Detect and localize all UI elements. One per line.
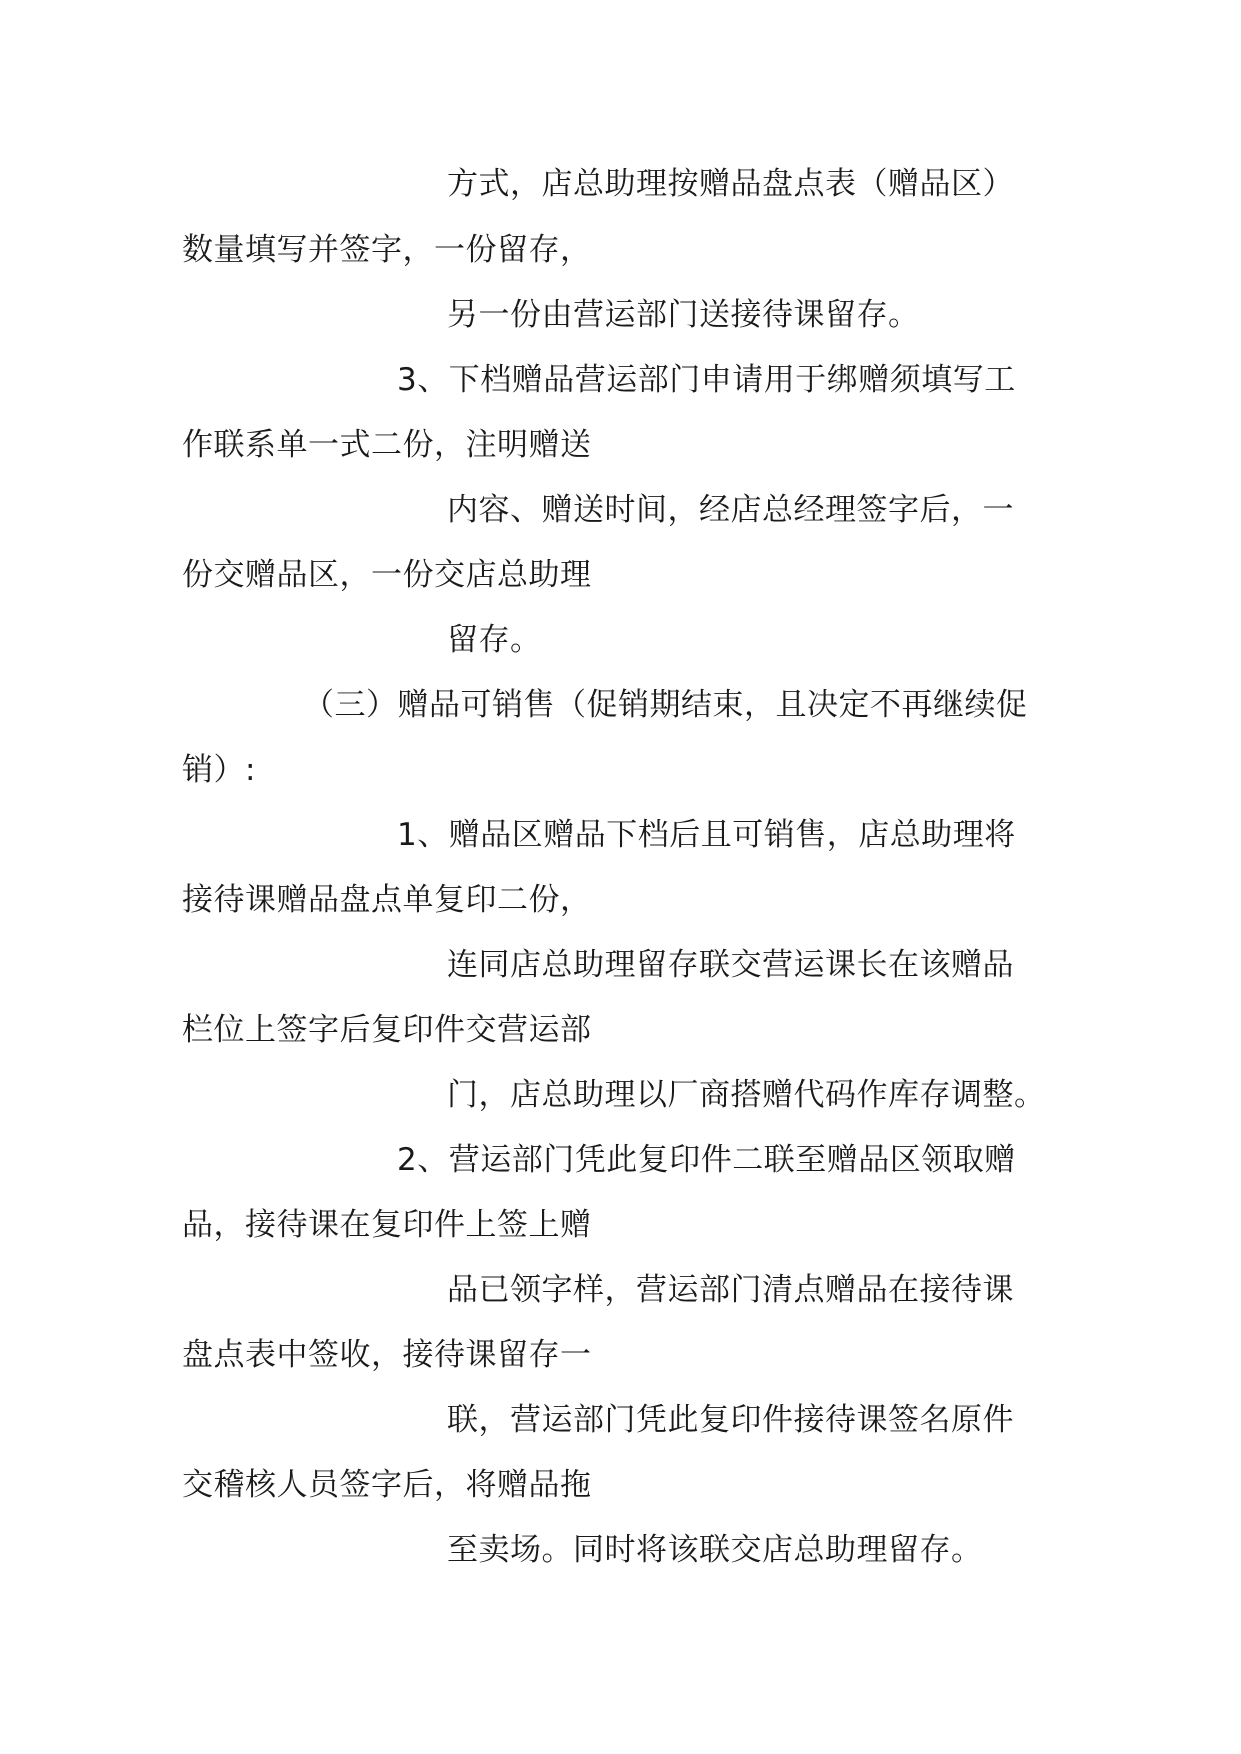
text-line-21: 交稽核人员签字后，将赠品拖	[182, 1467, 592, 1503]
text-line-4: 3、下档赠品营运部门申请用于绑赠须填写工	[397, 362, 1016, 398]
text-line-20: 联，营运部门凭此复印件接待课签名原件	[447, 1402, 1014, 1438]
text-line-6: 内容、赠送时间，经店总经理签字后，一	[447, 492, 1014, 528]
text-line-2: 数量填写并签字，一份留存，	[182, 232, 592, 268]
text-line-11: 1、赠品区赠品下档后且可销售，店总助理将	[397, 817, 1016, 853]
text-line-8: 留存。	[447, 622, 542, 658]
section-heading: （三）赠品可销售（促销期结束，且决定不再继续促	[303, 687, 1028, 723]
text-line-3: 另一份由营运部门送接待课留存。	[447, 297, 920, 333]
text-line-12: 接待课赠品盘点单复印二份，	[182, 882, 592, 918]
text-line-18: 品已领字样，营运部门清点赠品在接待课	[447, 1272, 1014, 1308]
text-line-22: 至卖场。同时将该联交店总助理留存。	[447, 1532, 983, 1568]
text-line-13: 连同店总助理留存联交营运课长在该赠品	[447, 947, 1014, 983]
text-line-19: 盘点表中签收，接待课留存一	[182, 1337, 592, 1373]
text-line-5: 作联系单一式二份，注明赠送	[182, 427, 592, 463]
text-line-14: 栏位上签字后复印件交营运部	[182, 1012, 592, 1048]
text-line-17: 品，接待课在复印件上签上赠	[182, 1207, 592, 1243]
text-line-16: 2、营运部门凭此复印件二联至赠品区领取赠	[397, 1142, 1016, 1178]
text-line-10: 销）:	[182, 752, 256, 788]
text-line-15: 门，店总助理以厂商搭赠代码作库存调整。	[447, 1077, 1046, 1113]
text-line-7: 份交赠品区，一份交店总助理	[182, 557, 592, 593]
text-line-1: 方式，店总助理按赠品盘点表（赠品区）	[447, 166, 1014, 202]
